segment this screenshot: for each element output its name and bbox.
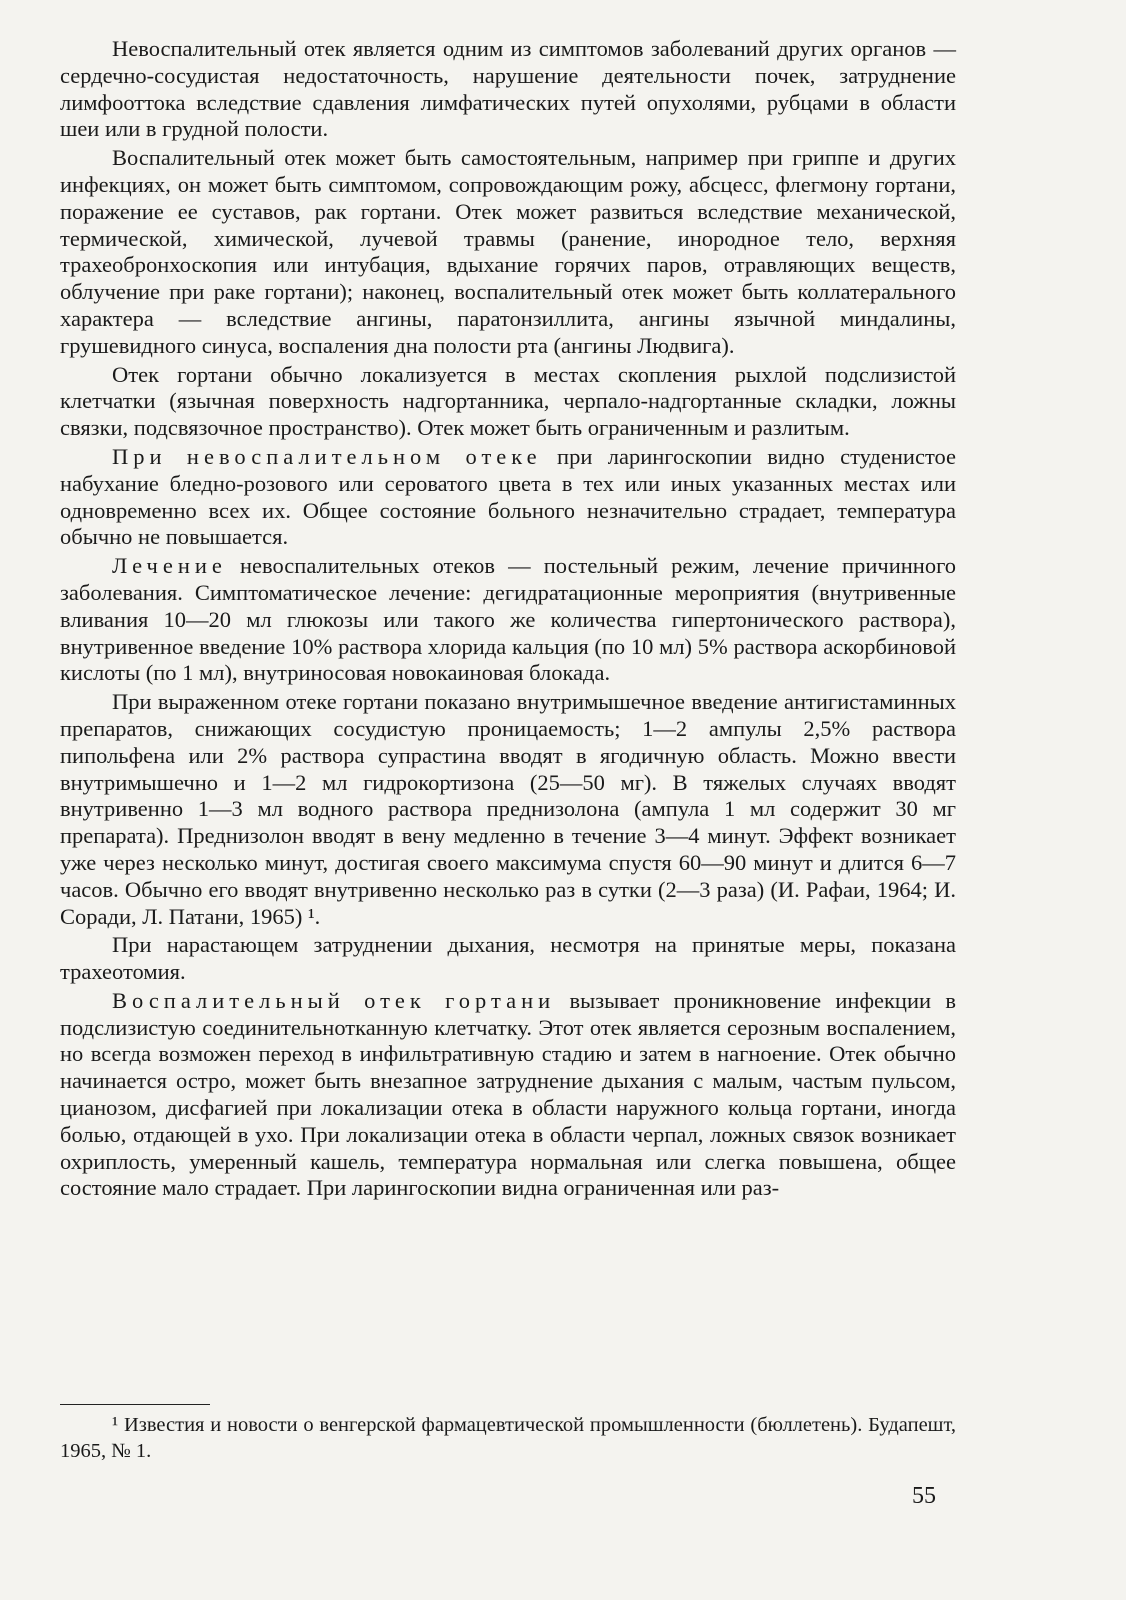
- footnote-divider: [60, 1404, 210, 1405]
- footnote: ¹ Известия и новости о венгерской фармацевтической промышленности (бюллетень). Будапешт, 1965, № 1.: [60, 1414, 956, 1462]
- paragraph-4: При невоспалительном отеке при ларингоскопии видно студенистое набухание бледно-розового или сероватого цвета в тех или иных указанных местах или одновременно всех их. Общее состояние больного незначительно страдает, температура обычно не повышается.: [60, 443, 956, 550]
- paragraph-8: Воспалительный отек гортани вызывает проникновение инфекции в подслизистую соединительнотканную клетчатку. Этот отек является серозным воспалением, но всегда возможен переход в инфильтративную стадию и затем в нагноение. Отек обычно начинается остро, может быть внезапное затруднение дыхания с малым, частым пульсом, цианозом, дисфагией при локализации отека в области наружного кольца гортани, иногда болью, отдающей в ухо. При локализации отека в области черпал, ложных связок возникает охриплость, умеренный кашель, температура нормальная или слегка повышена, общее состояние мало страдает. При ларингоскопии видна ограниченная или раз-: [60, 987, 956, 1201]
- page-number: 55: [912, 1483, 936, 1509]
- paragraph-3: Отек гортани обычно локализуется в местах скопления рыхлой подслизистой клетчатки (язычная поверхность надгортанника, черпало-надгортанные складки, ложны связки, подсвязочное пространство). Отек может быть ограниченным и разлитым.: [60, 361, 956, 441]
- paragraph-2: Воспалительный отек может быть самостоятельным, например при гриппе и других инфекциях, он может быть симптомом, сопровождающим рожу, абсцесс, флегмону гортани, поражение ее суставов, рак гортани. Отек может развиться вследствие механической, термической, химической, лучевой травмы (ранение, инородное тело, верхняя трахеобронхоскопия или интубация, вдыхание горячих паров, отравляющих веществ, облучение при раке гортани); наконец, воспалительный отек может быть коллатерального характера — вследствие ангины, паратонзиллита, ангины язычной миндалины, грушевидного синуса, воспаления дна полости рта (ангины Людвига).: [60, 145, 956, 358]
- main-text: [60, 36, 956, 1204]
- paragraph-7: При нарастающем затруднении дыхания, несмотря на принятые меры, показана трахеотомия.: [60, 932, 956, 985]
- paragraph-5: Лечение невоспалительных отеков — постельный режим, лечение причинного заболевания. Симптоматическое лечение: дегидратационные мероприятия (внутривенные вливания 10—20 мл глюкозы или такого же количества гипертонического раствора), внутривенное введение 10% раствора хлорида кальция (по 10 мл) 5% раствора аскорбиновой кислоты (по 1 мл), внутриносовая новокаиновая блокада.: [60, 553, 956, 686]
- spaced-term: Воспалительный отек гортани: [112, 987, 556, 1013]
- paragraph-6: При выраженном отеке гортани показано внутримышечное введение антигистаминных препаратов, снижающих сосудистую проницаемость; 1—2 ампулы 2,5% раствора пипольфена или 2% раствора супрастина вводят в ягодичную область. Можно ввести внутримышечно и 1—2 мл гидрокортизона (25—50 мг). В тяжелых случаях вводят внутривенно 1—3 мл водного раствора преднизолона (ампула 1 мл содержит 30 мг препарата). Преднизолон вводят в вену медленно в течение 3—4 минут. Эффект возникает уже через несколько минут, достигая своего максимума спустя 60—90 минут и длится 6—7 часов. Обычно его вводят внутривенно несколько раз в сутки (2—3 раза) (И. Рафаи, 1964; И. Соради, Л. Патани, 1965) ¹.: [60, 689, 956, 929]
- paragraph-1: Невоспалительный отек является одним из симптомов заболеваний других органов — сердечно-сосудистая недостаточность, нарушение деятельности почек, затруднение лимфооттока вследствие сдавления лимфатических путей опухолями, рубцами в области шеи или в грудной полости.: [60, 36, 956, 142]
- spaced-term: Лечение: [112, 553, 227, 579]
- spaced-term: При невоспалительном отеке: [112, 443, 542, 469]
